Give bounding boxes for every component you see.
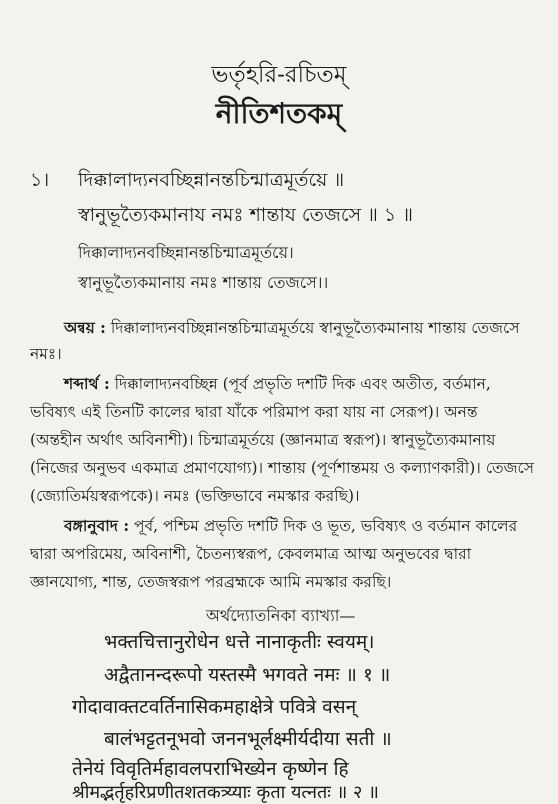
shabdartha-label: শব্দার্থ : — [64, 374, 110, 393]
commentary-line: तेनेयं विवृतिर्महावलपराभिख्येन कृष्णेन हि — [72, 758, 349, 780]
anvaya-text: দিক্কালাদ্যনবচ্ছিন্নানন্তচিন্মাত্রমূর্তয়ে স্বানুভূত্যৈকমানায় শান্তায় তেজসে — [110, 319, 520, 337]
shabdartha-text: দিক্কালাদ্যনবচ্ছিন্ন (পূর্ব প্রভৃতি দশটি দিক এবং অতীত, বর্তমান, — [114, 375, 491, 393]
commentary-line: अद्वैतानन्दरूपो यस्तस्मै भगवते नमः ॥ १ ॥ — [104, 664, 391, 686]
shabdartha-line: ভবিষ্যৎ এই তিনটি কালের দ্বারা যাঁকে পরিমাপ করা যায় না সেরূপ)। অনন্ত — [30, 403, 478, 421]
shabdartha-line: (জ্যোতির্ময়স্বরূপকে)। নমঃ (ভক্তিভাবে নমস্কার করছি)। — [30, 487, 360, 505]
translation-line: জ্ঞানযোগ্য, শান্ত, তেজস্বরূপ পরব্রহ্মকে আমি নমস্কার করছি। — [30, 573, 392, 591]
anvaya-line — [64, 316, 519, 342]
commentary-line: भक्तचित्तानुरोधेन धत्ते नानाकृतीः स्वयम्। — [104, 631, 375, 653]
translation-label: বঙ্গানুবাদ : — [64, 516, 130, 535]
verse-bengali-line: স্বানুভূত্যৈকমানায় নমঃ শান্তায় তেজসে।। — [78, 273, 329, 292]
shabdartha-line: (নিজের অনুভব একমাত্র প্রমাণযোগ্য)। শান্তায় (পূর্ণশান্তময় ও কল্যাণকারী)। তেজসে — [30, 459, 534, 477]
verse-sanskrit-line: দিক্কালাদ্যনবচ্ছিন্নানন্তচিন্মাত্রমূর্তয়ে ॥ — [78, 169, 345, 191]
translation-line — [64, 514, 517, 540]
commentary-heading: অর্থদ্যোতনিকা ব্যাখ্যা— — [206, 606, 356, 625]
anvaya-line: নমঃ। — [30, 345, 62, 363]
verse-number: ১। — [30, 169, 50, 191]
commentary-line: गोदावाक्तटवर्तिनासिकमहाक्षेत्रे पवित्रे वसन् — [72, 696, 357, 718]
page-title: ভর্তৃহরি-রচিতম্ — [211, 62, 347, 88]
anvaya-label: অন্বয় : — [64, 318, 106, 337]
verse-bengali-line: দিক্কালাদ্যনবচ্ছিন্নানন্তচিন্মাত্রমূর্তয়ে। — [78, 243, 294, 262]
commentary-line: बालंभट्टतनूभवो जननभूर्लक्ष्मीर्यदीया सती ॥ — [104, 728, 392, 750]
commentary-line: श्रीमद्भर्तृहरिप्रणीतशतकत्र्य्याः कृता यत्नतः ॥ २ ॥ — [72, 782, 379, 803]
shabdartha-line — [64, 372, 491, 398]
translation-line: দ্বারা অপরিমেয়, অবিনাশী, চৈতন্যস্বরূপ, কেবলমাত্র আত্ম অনুভবের দ্বারা — [30, 545, 472, 563]
verse-sanskrit-line: স্বানুভূত্যৈকমানায নমঃ শান্তায তেজসে ॥ ১ ॥ — [78, 204, 413, 226]
shabdartha-line: (অন্তহীন অর্থাৎ অবিনাশী)। চিন্মাত্রমূর্তয়ে (জ্ঞানমাত্র স্বরূপ)। স্বানুভূত্যৈকমানায় — [30, 431, 496, 449]
translation-text: পূর্ব, পশ্চিম প্রভৃতি দশটি দিক ও ভূত, ভবিষ্যৎ ও বর্তমান কালের — [133, 517, 518, 535]
page-subtitle: নীতিশতকম্ — [215, 97, 343, 130]
